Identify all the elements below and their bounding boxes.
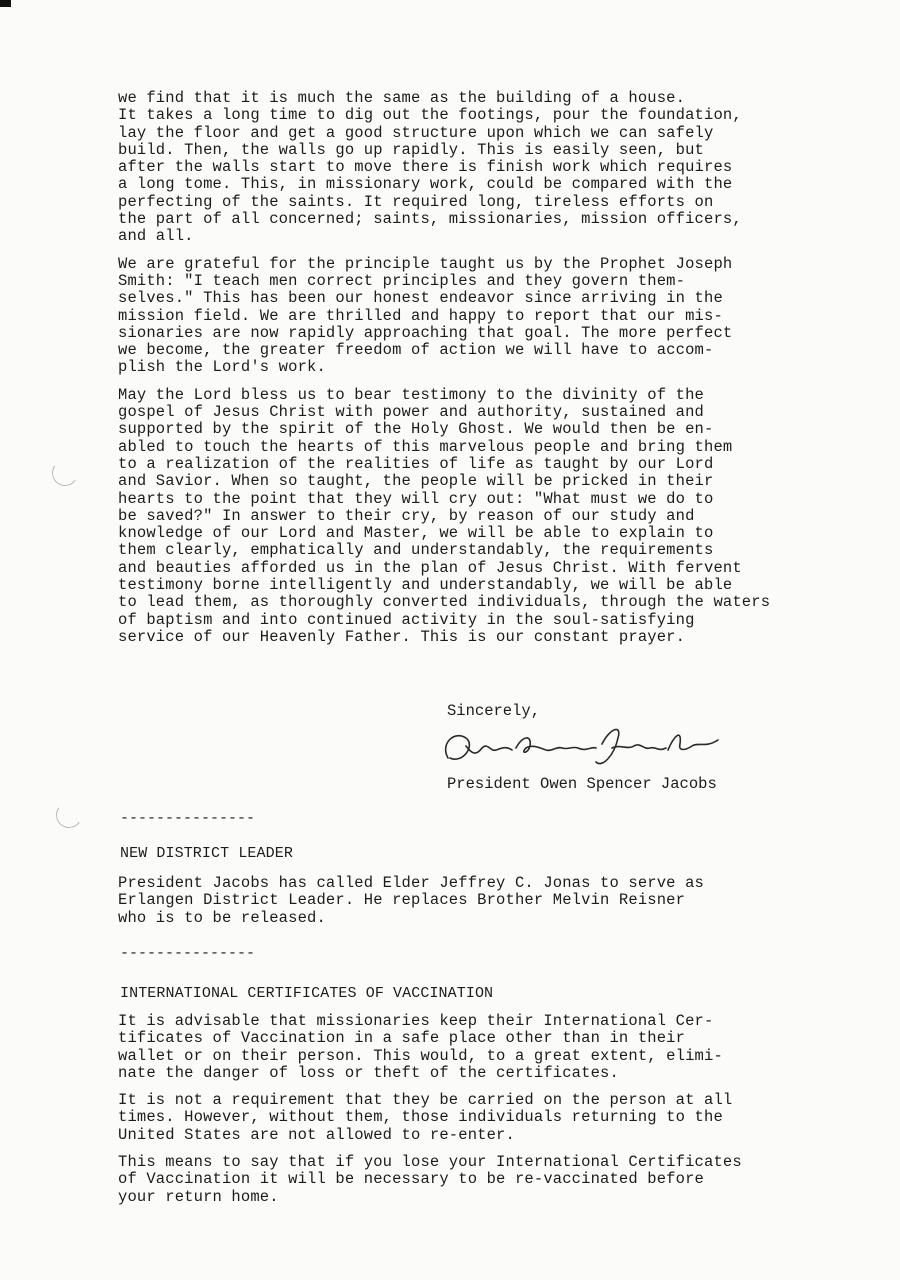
section-body bbox=[118, 875, 900, 937]
separator-line: --------------- bbox=[120, 810, 256, 827]
closing: Sincerely, bbox=[447, 702, 541, 720]
punch-hole-upper bbox=[50, 458, 80, 488]
section-paragraph: This means to say that if you lose your International Certificates of Vaccination it will be necessary to be re-vaccinated before your return home. bbox=[118, 1153, 742, 1206]
section-paragraph: President Jacobs has called Elder Jeffrey C. Jonas to serve as Erlangen District Leader. He replaces Brother Melvin Reisner who is to be released. bbox=[118, 874, 704, 927]
section-paragraph: It is advisable that missionaries keep their International Cer- tificates of Vaccination in a safe place other than in their wallet or on their person. This would, to a great extent, elimi- nate the danger of loss or theft of the certificates. bbox=[118, 1012, 723, 1082]
letter-paragraph: May the Lord bless us to bear testimony to the divinity of the gospel of Jesus Christ with power and authority, sustained and supported by the spirit of the Holy Ghost. We would then be en- abled to touch the hearts of this marvelous people and bring them to a realization of the realities of life as taught by our Lord and Savior. When so taught, the people will be pricked in their hearts to the point that they will cry out: "What must we do to be saved?" In answer to their cry, by reason of our study and knowledge of our Lord and Master, we will be able to explain to them clearly, emphatically and understandably, the requirements and beauties afforded us in the plan of Jesus Christ. With fervent testimony borne intelligently and understandably, we will be able to lead them, as thoroughly converted individuals, through the waters of baptism and into continued activity in the soul-satisfying service of our Heavenly Father. This is our constant prayer. bbox=[118, 385, 771, 646]
scan-corner-mark bbox=[0, 0, 11, 7]
letter-paragraph: we find that it is much the same as the building of a house. It takes a long time to dig out the footings, pour the foundation, lay the floor and get a good structure upon which we can safely build. Then, the walls go up rapidly. This is easily seen, but after the walls start to move there is finish work which requires a long tome. This, in missionary work, could be compared with the perfecting of the saints. It required long, tireless efforts on the part of all concerned; saints, missionaries, mission officers, and all. bbox=[118, 89, 742, 246]
section-body bbox=[118, 1013, 900, 1216]
letter-paragraph: We are grateful for the principle taught us by the Prophet Joseph Smith: "I teach men correct principles and they govern them- selves." This has been our honest endeavor since arriving in the mission field. We are thrilled and happy to report that our mis- sionaries are now rapidly approaching that goal. The more perfect we become, the greater freedom of action we will have to accom- plish the Lord's work. bbox=[118, 254, 733, 377]
letter-body bbox=[118, 90, 900, 656]
section-heading: INTERNATIONAL CERTIFICATES OF VACCINATION bbox=[120, 985, 494, 1002]
handwritten-signature bbox=[436, 718, 736, 778]
section-paragraph: It is not a requirement that they be carried on the person at all times. However, without them, those individuals returning to the United States are not allowed to re-enter. bbox=[118, 1091, 733, 1144]
punch-hole-lower bbox=[54, 800, 84, 830]
section-heading: NEW DISTRICT LEADER bbox=[120, 845, 293, 862]
separator-line: --------------- bbox=[120, 945, 256, 962]
signer-name: President Owen Spencer Jacobs bbox=[447, 775, 717, 793]
